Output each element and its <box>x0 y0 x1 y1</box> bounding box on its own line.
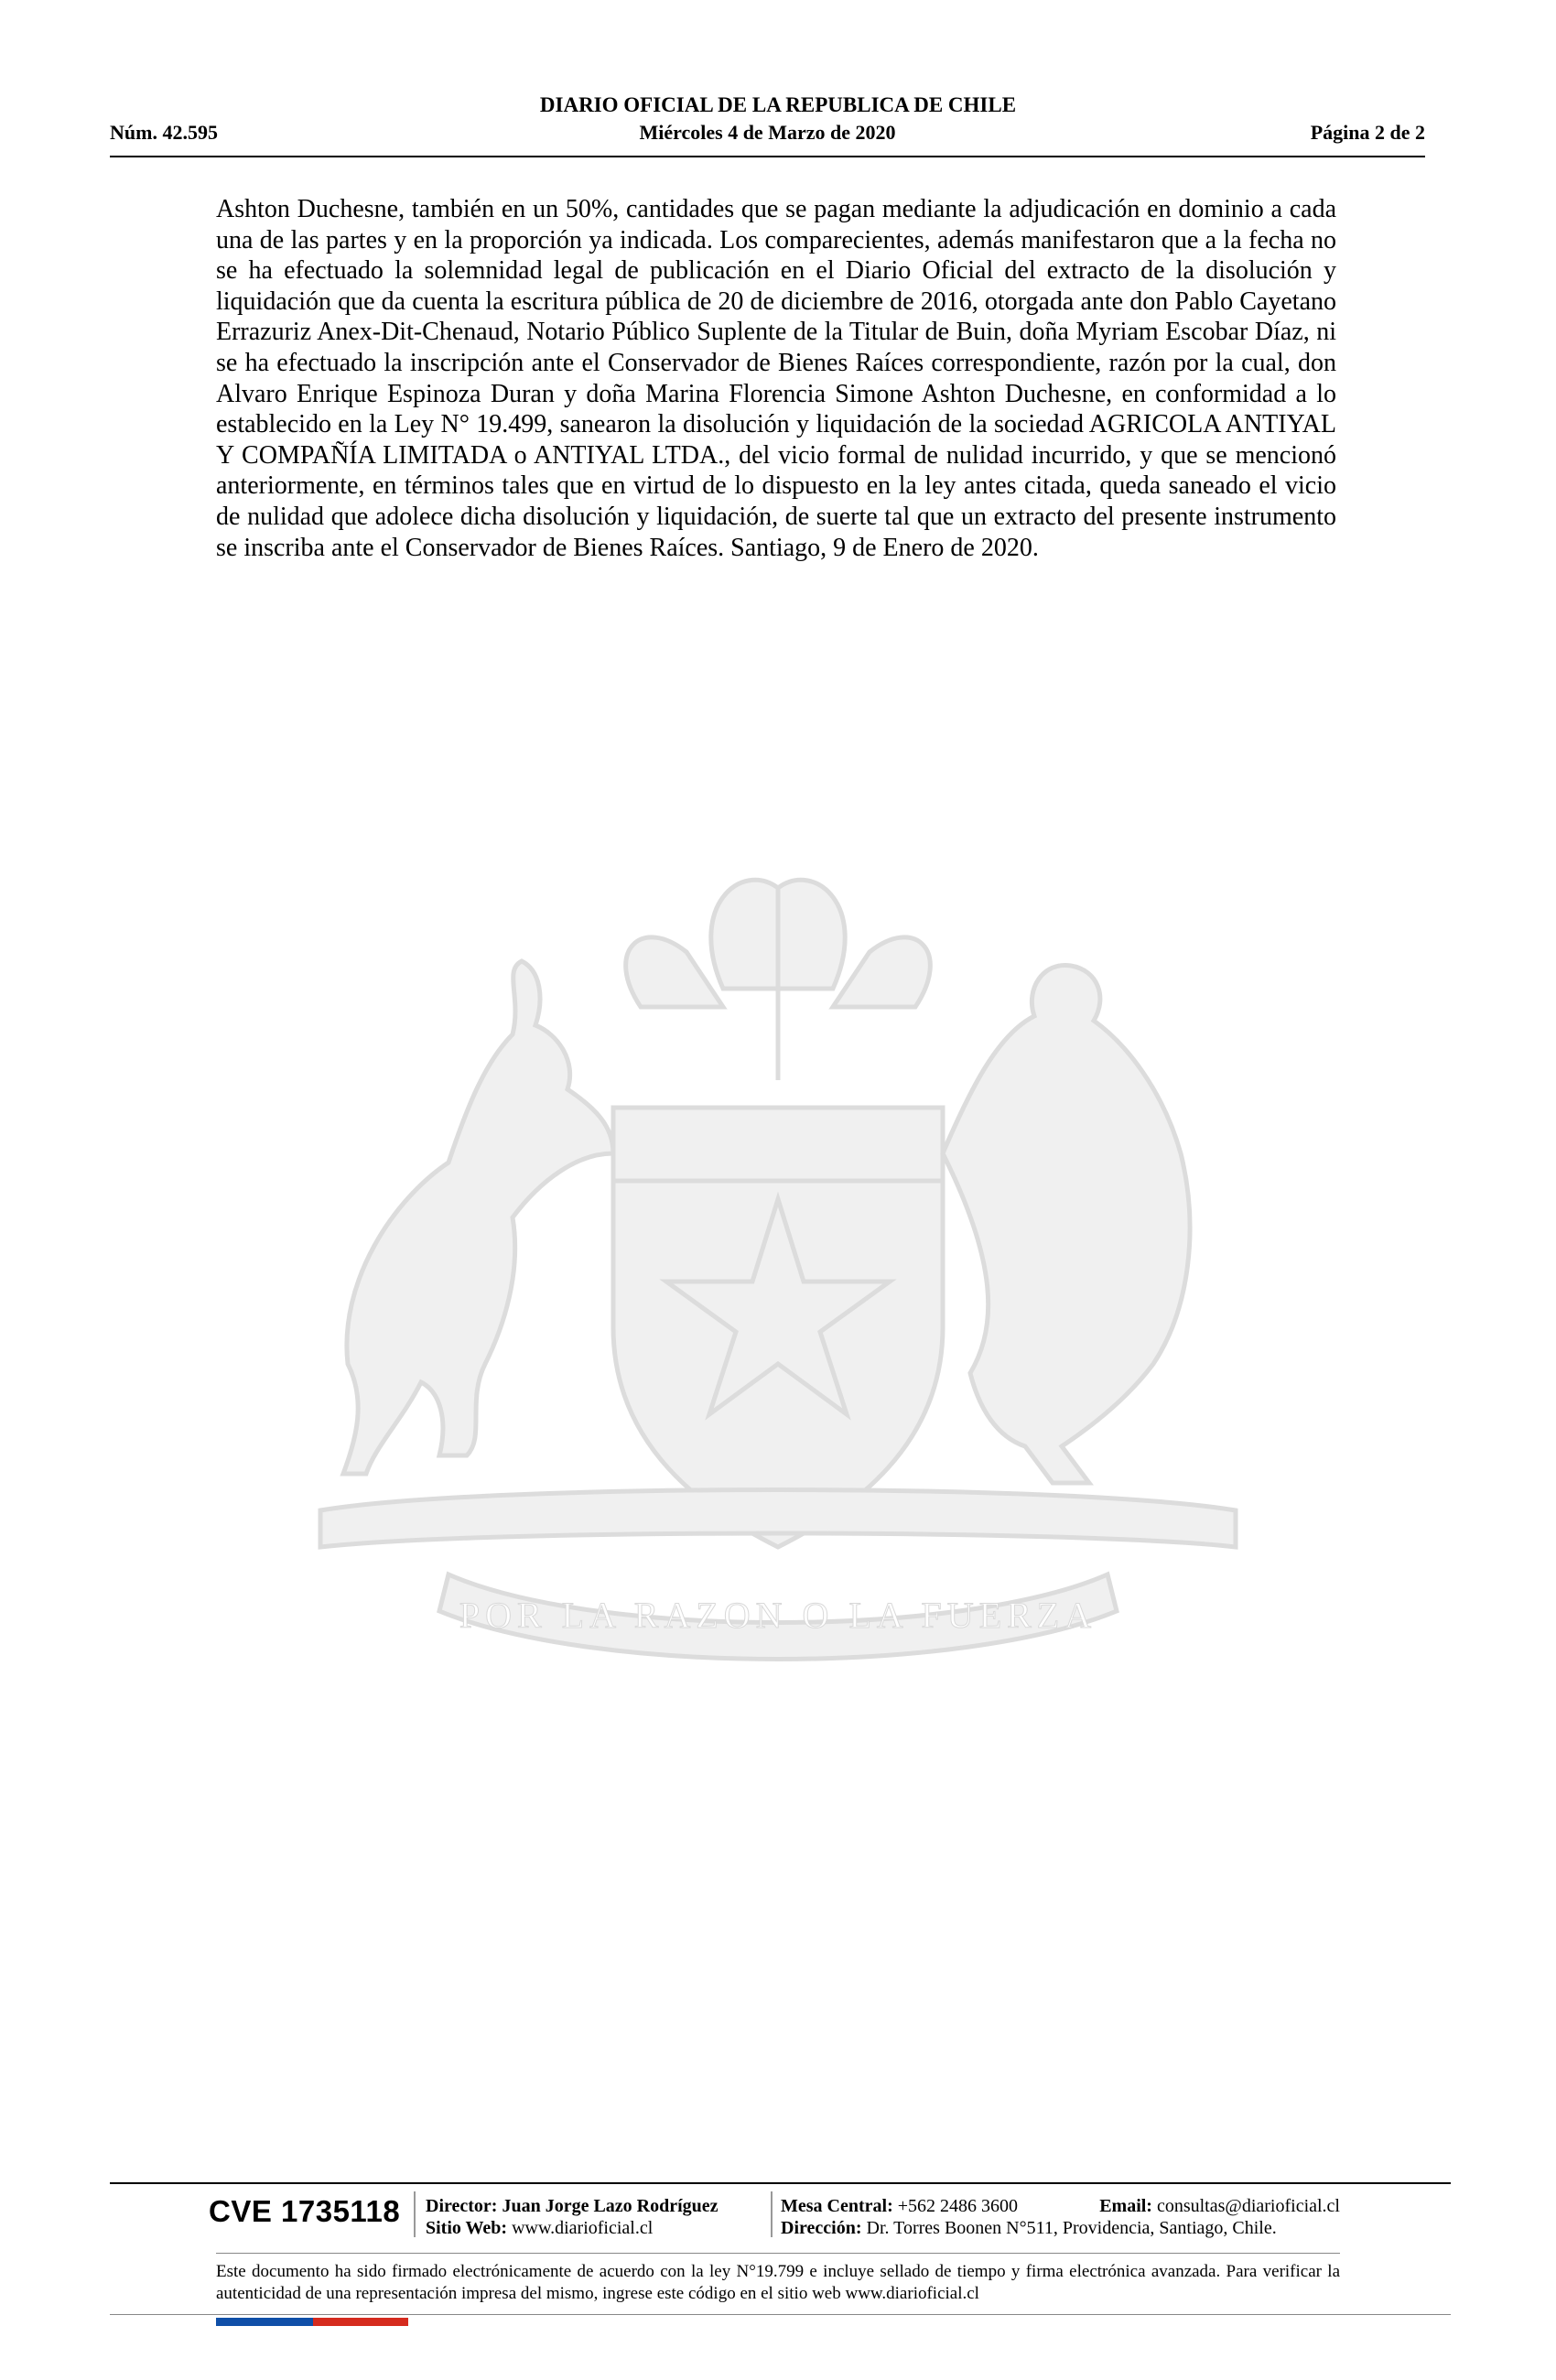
condor-shape <box>943 965 1190 1483</box>
director-label: Director: <box>426 2196 498 2216</box>
email-label: Email: <box>1099 2196 1152 2216</box>
footer-director-block <box>426 2195 719 2239</box>
newspaper-title: DIARIO OFICIAL DE LA REPUBLICA DE CHILE <box>539 93 1017 116</box>
motto-text: POR LA RAZON O LA FUERZA <box>459 1595 1097 1636</box>
flag-stripe-blue <box>216 2318 313 2326</box>
plume-shape <box>833 937 930 1007</box>
signature-notice: Este documento ha sido firmado electrónicamente de acuerdo con la ley N°19.799 e incluye sellado de tiempo y firma electrónica avanzada. Para verificar la autenticidad de una representación impresa del mismo, ingrese este código en el sitio web www.diarioficial.cl <box>216 2262 1340 2303</box>
huemul-shape <box>343 961 613 1474</box>
email-link[interactable]: consultas@diarioficial.cl <box>1156 2196 1340 2216</box>
coat-of-arms-watermark <box>211 851 1345 1675</box>
issue-date: Miércoles 4 de Marzo de 2020 <box>639 121 896 144</box>
director-name: Juan Jorge Lazo Rodríguez <box>502 2196 719 2216</box>
website-label: Sitio Web: <box>426 2218 508 2238</box>
plume-shape <box>626 937 723 1007</box>
address-label: Dirección: <box>781 2218 862 2238</box>
document-body: Ashton Duchesne, también en un 50%, cantidades que se pagan mediante la adjudicación en dominio a cada una de las partes y en la proporción ya indicada. Los comparecientes, además manifestaron que a la fecha no se ha efectuado la solemnidad legal de publicación en el Diario Oficial del extracto de la disolución y liquidación que da cuenta la escritura pública de 20 de diciembre de 2016, otorgada ante don Pablo Cayetano Errazuriz Anex-Dit-Chenaud, Notario Público Suplente de la Titular de Buin, doña Myriam Escobar Díaz, ni se ha efectuado la inscripción ante el Conservador de Bienes Raíces correspondiente, razón por la cual, don Alvaro Enrique Espinoza Duran y doña Marina Florencia Simone Ashton Duchesne, en conformidad a lo establecido en la Ley N° 19.499, sanearon la disolución y liquidación de la sociedad AGRICOLA ANTIYAL Y COMPAÑÍA LIMITADA o ANTIYAL LTDA., del vicio formal de nulidad incurrido, y que se mencionó anteriormente, en términos tales que en virtud de lo dispuesto en la ley antes citada, queda saneado el vicio de nulidad que adolece dicha disolución y liquidación, de suerte tal que un extracto del presente instrumento se inscriba ante el Conservador de Bienes Raíces. Santiago, 9 de Enero de 2020. <box>216 195 1336 562</box>
cve-code: CVE 1735118 <box>209 2194 401 2228</box>
page-indicator: Página 2 de 2 <box>1310 121 1425 144</box>
issue-number: Núm. 42.595 <box>110 121 218 144</box>
footer-separator <box>414 2191 416 2237</box>
footer-contact-block <box>781 2195 1340 2239</box>
website-link[interactable]: www.diarioficial.cl <box>512 2218 654 2238</box>
flag-stripe-red <box>313 2318 408 2326</box>
phone-label: Mesa Central: <box>781 2196 893 2216</box>
footer-divider-bottom <box>110 2314 1451 2315</box>
address-value: Dr. Torres Boonen N°511, Providencia, Santiago, Chile. <box>866 2218 1277 2238</box>
phone-number: +562 2486 3600 <box>897 2196 1019 2216</box>
footer-divider-top <box>110 2182 1451 2184</box>
footer-divider-mid <box>216 2253 1340 2254</box>
header-divider <box>110 156 1425 157</box>
footer-separator <box>771 2191 773 2237</box>
